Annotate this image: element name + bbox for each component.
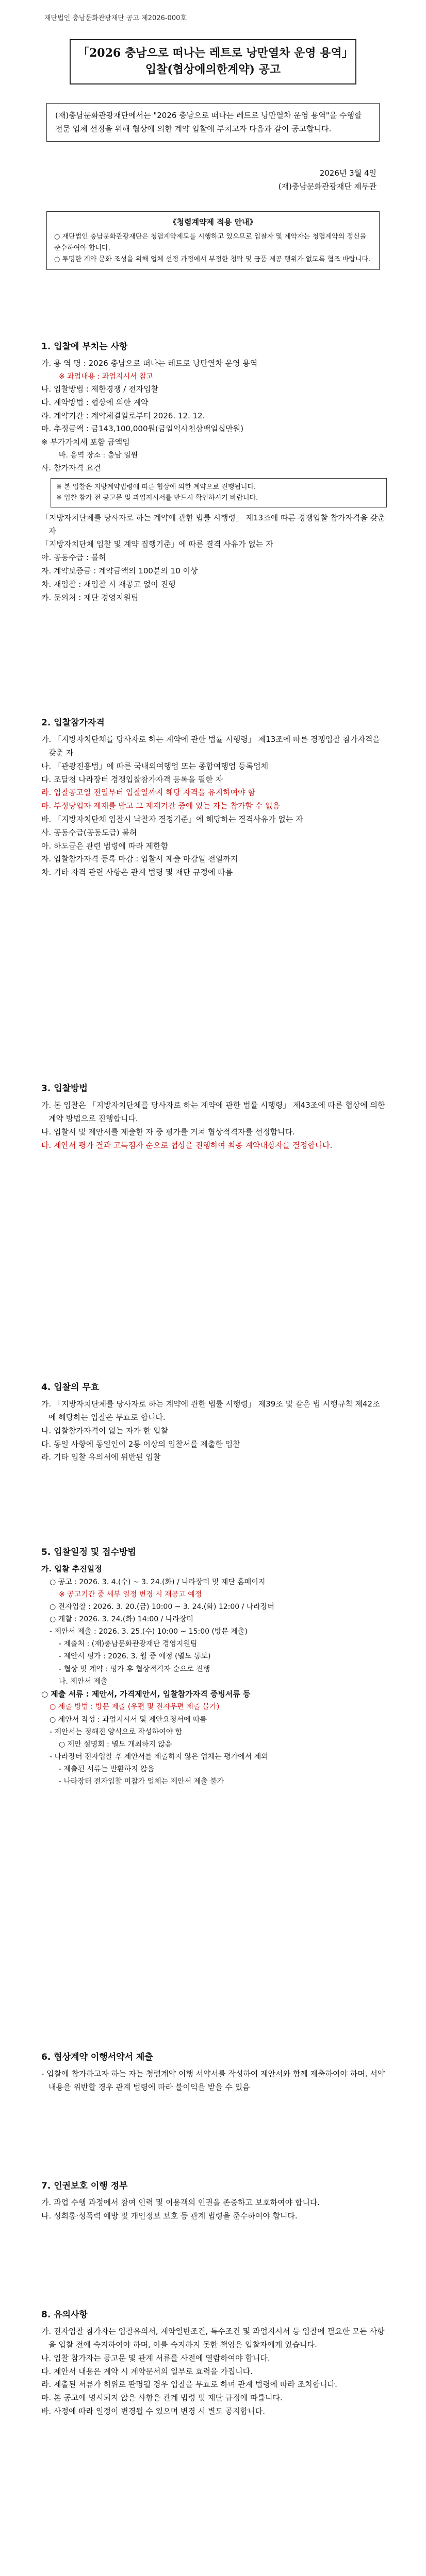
s1-item: 카. 문의처 : 재단 경영지원팀	[41, 592, 139, 602]
title-line-2: 입찰(협상에의한계약) 공고	[145, 62, 281, 76]
section-title: 1. 입찰에 부치는 사항	[41, 342, 128, 352]
s1-item: 라. 계약기간 : 계약체결일로부터 2026. 12. 12.	[41, 411, 205, 420]
s2-item: 마. 부정당업자 제재를 받고 그 제재기간 중에 있는 자는 참가할 수 없음	[41, 801, 280, 811]
section-7	[41, 2179, 387, 2223]
s5-item: 나. 제안서 제출	[59, 1677, 108, 1686]
section-title: 3. 입찰방법	[41, 1083, 88, 1094]
s3-item: 나. 입찰서 및 제안서를 제출한 자 중 평가를 거쳐 협상적격자를 선정합니다.	[41, 1127, 295, 1137]
s5-item: - 제출처 : (재)충남문화관광재단 경영지원팀	[59, 1640, 198, 1649]
s2-item: 사. 공동수급(공동도급) 불허	[41, 827, 137, 837]
s1-item: 가. 용 역 명 : 2026 충남으로 떠나는 레트로 낭만열차 운영 용역	[41, 359, 258, 368]
section-title: 7. 인권보호 이행 정부	[41, 2181, 128, 2191]
date-block	[278, 167, 376, 193]
contract-law-title: 《청렴계약제 적용 안내》	[169, 217, 257, 227]
s5-item: - 제안서 평가 : 2026. 3. 월 중 예정 (별도 통보)	[59, 1652, 211, 1661]
title-box	[70, 39, 356, 84]
announcement-date: 2026년 3월 4일	[319, 168, 376, 178]
s1-item: ※ 부가가치세 포함 금액임	[41, 437, 130, 447]
s5-item: - 협상 및 계약 : 평가 후 협상적격자 순으로 진행	[59, 1665, 210, 1673]
s1-item: 사. 참가자격 요건	[41, 463, 101, 473]
contract-law-line-2: ○ 투명한 계약 문화 조성을 위해 업체 선정 과정에서 부정한 청탁 및 금품 제공 행위가 없도록 협조 바랍니다.	[54, 255, 371, 263]
section-title: 4. 입찰의 무효	[41, 1382, 100, 1393]
s5-item: - 나라장터 전자입찰 미참가 업체는 제안서 제출 불가	[59, 1777, 224, 1786]
s3-item: 가. 본 입찰은 「지방자치단체를 당사자로 하는 계약에 관한 법률 시행령」 제43조에 따른 협상에 의한 계약 방법으로 진행합니다.	[41, 1100, 385, 1123]
s8-item: 마. 본 공고에 명시되지 않은 사항은 관계 법령 및 재단 규정에 따릅니다.	[41, 2393, 283, 2403]
s5-item: - 나라장터 전자입찰 후 제안서를 제출하지 않은 업체는 평가에서 제외	[50, 1752, 268, 1761]
s4-item: 라. 기타 입찰 유의서에 위반된 입찰	[41, 1452, 161, 1462]
s1-item: 「지방자치단체를 당사자로 하는 계약에 관한 법률 시행령」 제13조에 따른 경쟁입찰 참가자격을 갖춘 자	[41, 513, 385, 536]
s8-item: 다. 제안서 내용은 계약 시 계약문서의 일부로 효력을 가집니다.	[41, 2366, 253, 2376]
section-1	[41, 340, 387, 604]
s2-item: 나. 「관광진흥법」에 따른 국내외여행업 또는 종합여행업 등록업체	[41, 761, 269, 771]
contract-law-box	[46, 211, 380, 270]
s5-heading: ○ 제출 서류 : 제안서, 가격제안서, 입찰참가자격 증빙서류 등	[41, 1689, 251, 1699]
s4-item: 나. 입찰참가자격이 없는 자가 한 입찰	[41, 1426, 168, 1435]
section-2	[41, 716, 387, 879]
s8-item: 라. 제출된 서류가 허위로 판명될 경우 입찰을 무효로 하며 관계 법령에 따라 조치합니다.	[41, 2380, 337, 2389]
section-3	[41, 1082, 387, 1152]
title-line-1: 「2026 충남으로 떠나는 레트로 낭만열차 운영 용역」	[78, 46, 353, 60]
s1-item: 나. 입찰방법 : 제한경쟁 / 전자입찰	[41, 384, 159, 394]
s1-box-line: ※ 본 입찰은 지방계약법령에 따른 협상에 의한 계약으로 진행됩니다.	[56, 483, 256, 491]
s5-item: ○ 제안서 작성 : 과업지시서 및 제안요청서에 따름	[50, 1715, 207, 1724]
s5-item: ○ 개찰 : 2026. 3. 24.(화) 14:00 / 나라장터	[50, 1615, 193, 1624]
s5-item: ○ 공고 : 2026. 3. 4.(수) ~ 3. 24.(화) / 나라장터 및 재단 홈페이지	[50, 1578, 266, 1586]
s1-box-line: ※ 입찰 참가 전 공고문 및 과업지시서를 반드시 확인하시기 바랍니다.	[56, 494, 258, 502]
s1-item: 마. 추정금액 : 금143,100,000원(금일억사천삼백일십만원)	[41, 424, 244, 434]
section-title: 8. 유의사항	[41, 2310, 88, 2320]
s1-item: 바. 용역 장소 : 충남 일원	[59, 451, 138, 460]
s7-item: 나. 성희롱·성폭력 예방 및 개인정보 보호 등 관계 법령을 준수하여야 합니다.	[41, 2211, 298, 2221]
issuer: (재)충남문화관광재단 제무관	[278, 181, 376, 191]
s2-item: 라. 입찰공고일 전일부터 입찰일까지 해당 자격을 유지하여야 함	[41, 788, 255, 798]
s5-item: - 제안서 제출 : 2026. 3. 25.(수) 10:00 ~ 15:00 (방문 제출)	[50, 1628, 248, 1636]
s4-item: 가. 「지방자치단체를 당사자로 하는 계약에 관한 법률 시행령」 제39조 및 같은 법 시행규칙 제42조에 해당하는 입찰은 무효로 합니다.	[41, 1399, 380, 1422]
s2-item: 바. 「지방자치단체 입찰시 낙찰자 결정기준」에 해당하는 결격사유가 없는 자	[41, 814, 303, 824]
s8-item: 나. 입찰 참가자는 공고문 및 관계 서류를 사전에 열람하여야 합니다.	[41, 2353, 270, 2363]
s1-item: 아. 공동수급 : 불허	[41, 553, 106, 563]
s3-item: 다. 제안서 평가 결과 고득점자 순으로 협상을 진행하여 최종 계약대상자를 결정합니다.	[41, 1140, 333, 1150]
s2-item: 다. 조달청 나라장터 경쟁입찰참가자격 등록을 필한 자	[41, 774, 223, 784]
section-title: 6. 협상계약 이행서약서 제출	[41, 2052, 153, 2062]
s5-heading: 가. 입찰 추진일정	[41, 1564, 102, 1574]
section-4	[41, 1381, 387, 1464]
s1-item: 자. 계약보증금 : 계약금액의 100분의 10 이상	[41, 566, 198, 575]
contract-law-line-1: ○ 재단법인 충남문화관광재단은 청렴계약제도를 시행하고 있으므로 입찰자 및 계약자는 청렴계약의 정신을 준수하여야 합니다.	[54, 232, 367, 252]
s8-item: 바. 사정에 따라 일정이 변경될 수 있으며 변경 시 별도 공지합니다.	[41, 2406, 265, 2416]
s2-item: 아. 하도급은 관련 법령에 따라 제한함	[41, 841, 168, 851]
s2-item: 자. 입찰참가자격 등록 마감 : 입찰서 제출 마감일 전일까지	[41, 854, 238, 864]
s5-item: - 제안서는 정해진 양식으로 작성하여야 함	[50, 1727, 183, 1736]
s5-item: ○ 전자입찰 : 2026. 3. 20.(금) 10:00 ~ 3. 24.(화) 12:00 / 나라장터	[50, 1603, 274, 1612]
section-6	[41, 2050, 387, 2094]
s1-note: ※ 과업내용 : 과업지시서 참고	[59, 372, 154, 381]
s6-item: - 입찰에 참가하고자 하는 자는 청렴계약 이행 서약서를 작성하여 제안서와 함께 제출하여야 하며, 서약 내용을 위반할 경우 관계 법령에 따라 불이익을 받을 수 있음	[41, 2069, 385, 2092]
section-title: 2. 입찰참가자격	[41, 718, 105, 728]
s7-item: 가. 과업 수행 과정에서 참여 인력 및 이용객의 인권을 존중하고 보호하여야 합니다.	[41, 2198, 320, 2208]
s4-item: 다. 동일 사항에 동일인이 2통 이상의 입찰서를 제출한 입찰	[41, 1439, 240, 1449]
s5-item: - 제출된 서류는 반환하지 않음	[59, 1765, 155, 1773]
s5-item: ※ 공고기간 중 세부 일정 변경 시 재공고 예정	[59, 1590, 202, 1599]
doc-header-note: 재단법인 충남문화관광재단 공고 제2026-000호	[44, 14, 187, 22]
s5-item: ○ 제안 설명회 : 별도 개최하지 않음	[59, 1740, 172, 1749]
section-title: 5. 입찰일정 및 접수방법	[41, 1547, 136, 1557]
intro-box: (재)충남문화관광재단에서는 "2026 충남으로 떠나는 레트로 낭만열차 운영 용역"을 수행할 전문 업체 선정을 위해 협상에 의한 계약 입찰에 부치고자 다음과 같이 공고합니다.	[46, 103, 380, 142]
s1-item: 차. 재입찰 : 재입찰 시 재공고 없이 진행	[41, 579, 176, 589]
s1-item: 다. 계약방법 : 협상에 의한 계약	[41, 397, 149, 407]
section-8	[41, 2308, 387, 2418]
s5-item: ○ 제출 방법 : 방문 제출 (우편 및 전자우편 제출 불가)	[50, 1703, 220, 1711]
s2-item: 차. 기타 자격 관련 사항은 관계 법령 및 재단 규정에 따름	[41, 868, 233, 877]
s8-item: 가. 전자입찰 참가자는 입찰유의서, 계약일반조건, 특수조건 및 과업지시서 등 입찰에 필요한 모든 사항을 입찰 전에 숙지하여야 하며, 이를 숙지하지 못한 책임은 입찰자에게 있습니다.	[41, 2327, 385, 2349]
s2-item: 가. 「지방자치단체를 당사자로 하는 계약에 관한 법률 시행령」 제13조에 따른 경쟁입찰 참가자격을 갖춘 자	[41, 735, 380, 757]
s1-item: 「지방자치단체 입찰 및 계약 집행기준」에 따른 결격 사유가 없는 자	[41, 539, 273, 549]
section-5	[41, 1546, 387, 1788]
s1-box	[51, 478, 387, 507]
